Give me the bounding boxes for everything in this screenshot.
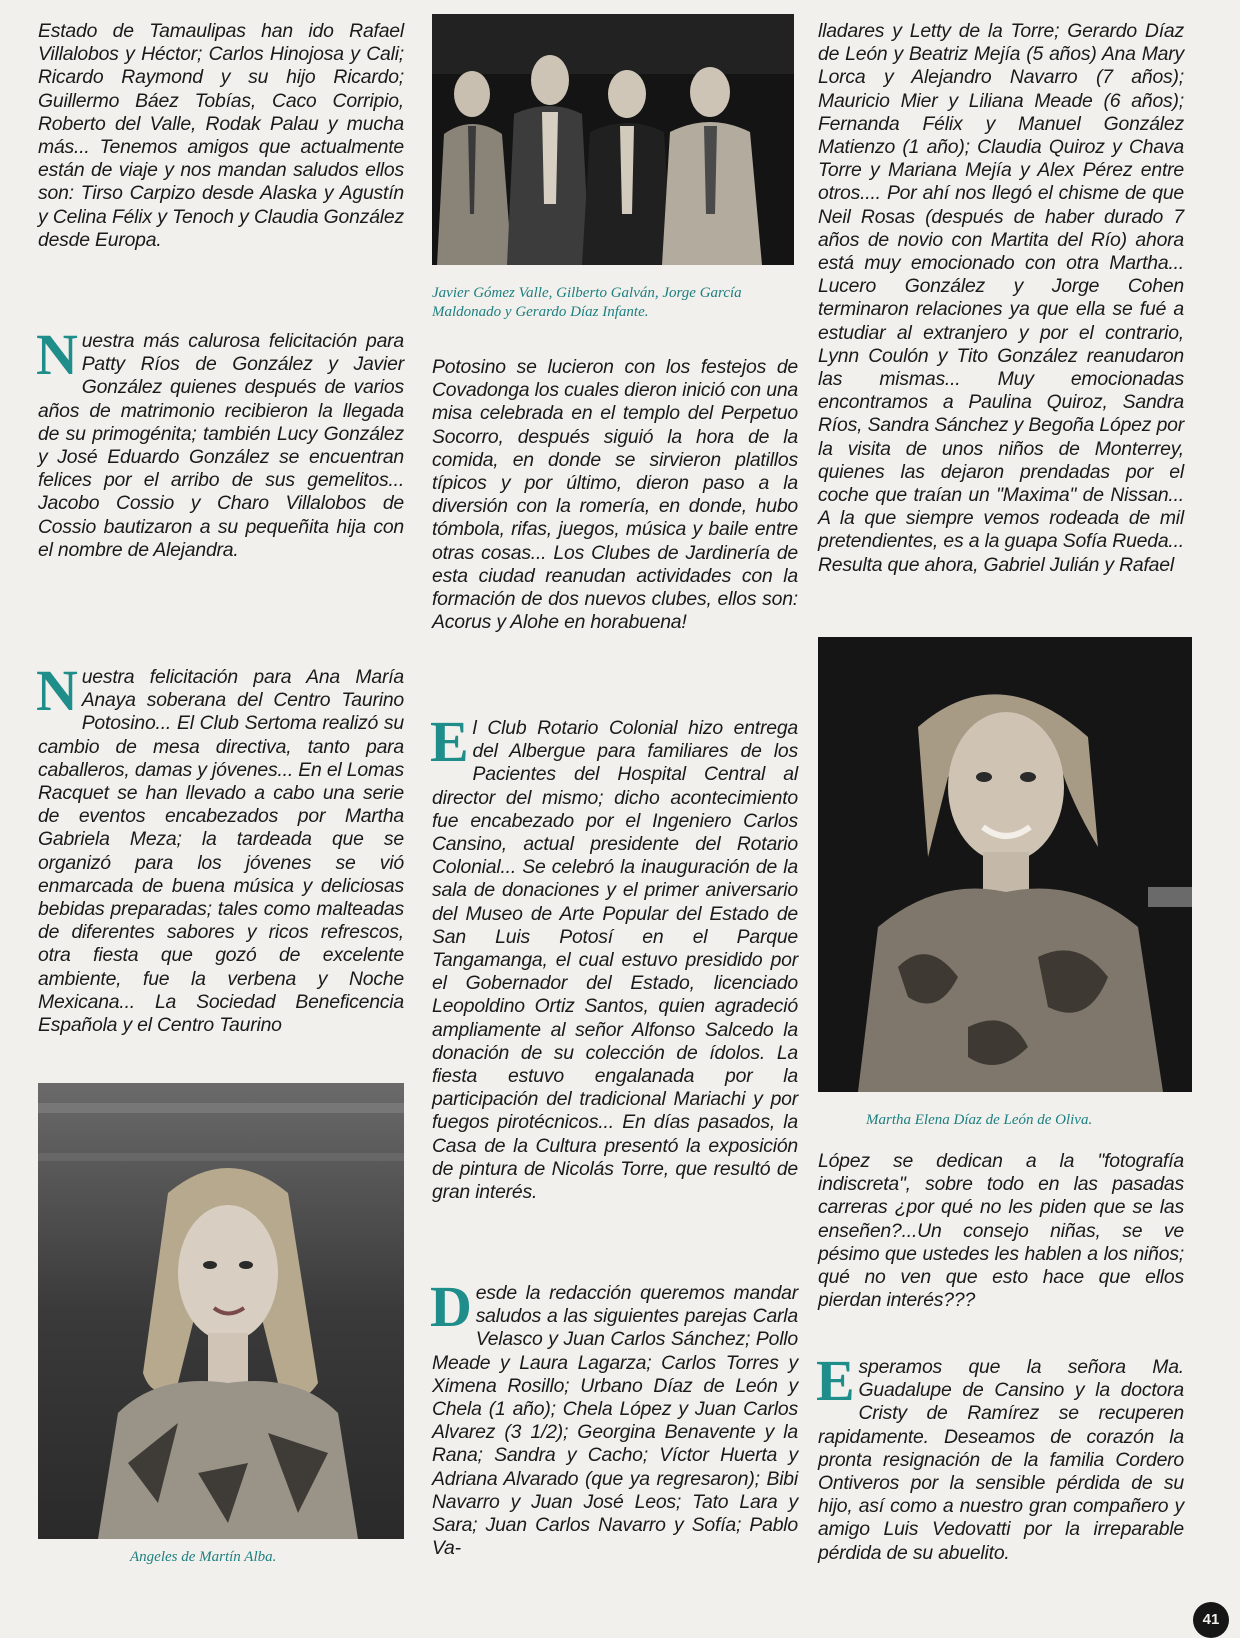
portrait-image [38,1083,404,1539]
article-paragraph [816,1348,1184,1565]
drop-cap: N [36,322,78,387]
photo-angeles-de-martin-alba [38,1083,404,1539]
article-paragraph [36,658,404,1037]
article-paragraph: lladares y Letty de la Torre; Gerardo Díaz de León y Beatriz Mejía (5 años) Ana Mary Lorca y Alejandro Navarro (7 años); Mauricio Mier y Liliana Meade (6 años); Fernanda Félix y Manuel González Matienzo (1 año); Claudia Quiroz y Chava Torre y Mariana Mejía y Alex Pérez entre otros.... Por ahí nos llegó el chisme de que Neil Rosas (después de haber durado 7 años de novio con Martita del Río) ahora está muy emocionado con otra Martha... Lucero González y Jorge Cohen terminaron relaciones ya que ella se fué a estudiar al extranjero y por el contrario, Lynn Coulón y Tito González reanudaron las mismas... Muy emocionadas encontramos a Paulina Quiroz, Sandra Ríos, Sandra Sánchez y Begoña López por la visita de unos niños de Monterrey, quienes las dejaron prendadas por el coche que traían un "Maxima" de Nissan... A la que siempre vemos rodeada de mil pretendientes, es a la guapa Sofía Rueda... Resulta que ahora, Gabriel Julián y Rafael [818,20,1184,576]
page-number: 41 [1193,1602,1229,1638]
drop-cap: E [430,709,469,774]
drop-cap: N [36,658,78,723]
portrait-image [818,637,1192,1092]
photo-martha-elena-diaz [818,637,1192,1092]
photo-caption: Angeles de Martín Alba. [130,1549,277,1565]
paragraph-text: speramos que la señora Ma. Guadalupe de Cansino y la doctora Cristy de Ramírez se recuperen rapidamente. Deseamos de corazón la pronta resignación de la familia Cordero Ontiveros por la sensible pérdida de su hijo, así como a nuestro gran compañero y amigo Luis Vedovatti por la irreparable pérdida de su abuelito. [818,1356,1184,1564]
article-paragraph [430,1274,798,1560]
paragraph-text: esde la redacción queremos mandar saludos a las siguientes parejas Carla Velasco y Juan Carlos Sánchez; Pollo Meade y Laura Lagarza; Carlos Torres y Ximena Rosillo; Urbano Díaz de León y Chela (1 año); Chela López y Juan Carlos Alvarez (3 1/2); Georgina Benavente y la Rana; Sandra y Cacho; Víctor Huerta y Adriana Alvarado (que ya regresaron); Bibi Navarro y Juan José Leos; Tato Lara y Sara; Juan Carlos Navarro y Sofía; Pablo Va- [432,1282,798,1560]
photo-group-of-men [432,14,794,265]
paragraph-text: uestra felicitación para Ana María Anaya soberana del Centro Taurino Potosino... El Club Sertoma realizó su cambio de mesa directiva, tanto para caballeros, damas y jóvenes... En el Lomas Racquet se han llevado a cabo una serie de eventos encabezados por Martha Gabriela Meza; la tardeada que se organizó para los jóvenes se vió enmarcada de buena música y deliciosas bebidas preparadas; tales como malteadas de diferentes sabores y ricos refrescos, otra fiesta que gozó de excelente ambiente, fue la verbena y Noche Mexicana... La Sociedad Beneficencia Española y el Centro Taurino [38,666,404,1037]
article-paragraph [36,322,404,562]
article-paragraph: Estado de Tamaulipas han ido Rafael Villalobos y Héctor; Carlos Hinojosa y Cali; Ricardo Raymond y su hijo Ricardo; Guillermo Báez Tobías, Caco Corripio, Roberto del Valle, Rodak Palau y mucha más... Tenemos amigos que actualmente están de viaje y nos mandan saludos ellos son: Tirso Carpizo desde Alaska y Agustín y Celina Félix y Tenoch y Claudia González desde Europa. [38,20,404,251]
article-paragraph [430,709,798,1204]
group-portrait-image [432,14,794,265]
photo-caption: Martha Elena Díaz de León de Oliva. [866,1112,1093,1128]
paragraph-text: uestra más calurosa felicitación para Patty Ríos de González y Javier González quienes después de varios años de matrimonio recibieron la llegada de su primogénita; también Lucy González y José Eduardo González se encuentran felices por el arribo de sus gemelitos... Jacobo Cossio y Charo Villalobos de Cossio bautizaron a su pequeñita hija con el nombre de Alejandra. [38,330,404,561]
photo-caption: Javier Gómez Valle, Gilberto Galván, Jorge García Maldonado y Gerardo Díaz Infante. [432,285,742,320]
article-paragraph: López se dedican a la "fotografía indiscreta", sobre todo en las pasadas carreras ¿por qué no les piden que se las enseñen?...Un consejo niñas, se ve pésimo que ustedes les hablen a los niños; qué no ven que esto hace que ellos pierdan interés??? [818,1150,1184,1312]
paragraph-text: l Club Rotario Colonial hizo entrega del Albergue para familiares de los Pacientes del Hospital Central al director del mismo; dicho acontecimiento fue encabezado por el Ingeniero Carlos Cansino, actual presidente del Rotario Colonial... Se celebró la inauguración de la sala de donaciones y el primer aniversario del Museo de Arte Popular del Estado de San Luis Potosí en el Parque Tangamanga, el cual estuvo presidido por el Gobernador del Estado, licenciado Leopoldino Ortiz Santos, quien agradeció ampliamente al señor Alfonso Salcedo la donación de su colección de ídolos. La fiesta estuvo engalanada por la participación del tradicional Mariachi y por fuegos pirotécnicos... En días pasados, la Casa de la Cultura presentó la exposición de pintura de Nicolás Torre, que resultó de gran interés. [432,717,798,1204]
drop-cap: E [816,1348,855,1413]
article-paragraph: Potosino se lucieron con los festejos de Covadonga los cuales dieron inició con una misa celebrada en el templo del Perpetuo Socorro, después siguió la hora de la comida, en donde se sirvieron platillos típicos y por último, dieron paso a la diversión con la romería, en donde, hubo tómbola, rifas, juegos, música y baile entre otras cosas... Los Clubes de Jardinería de esta ciudad reanudan actividades con la formación de dos nuevos clubes, ellos son: Acorus y Alohe en horabuena! [432,356,798,634]
drop-cap: D [430,1274,472,1339]
